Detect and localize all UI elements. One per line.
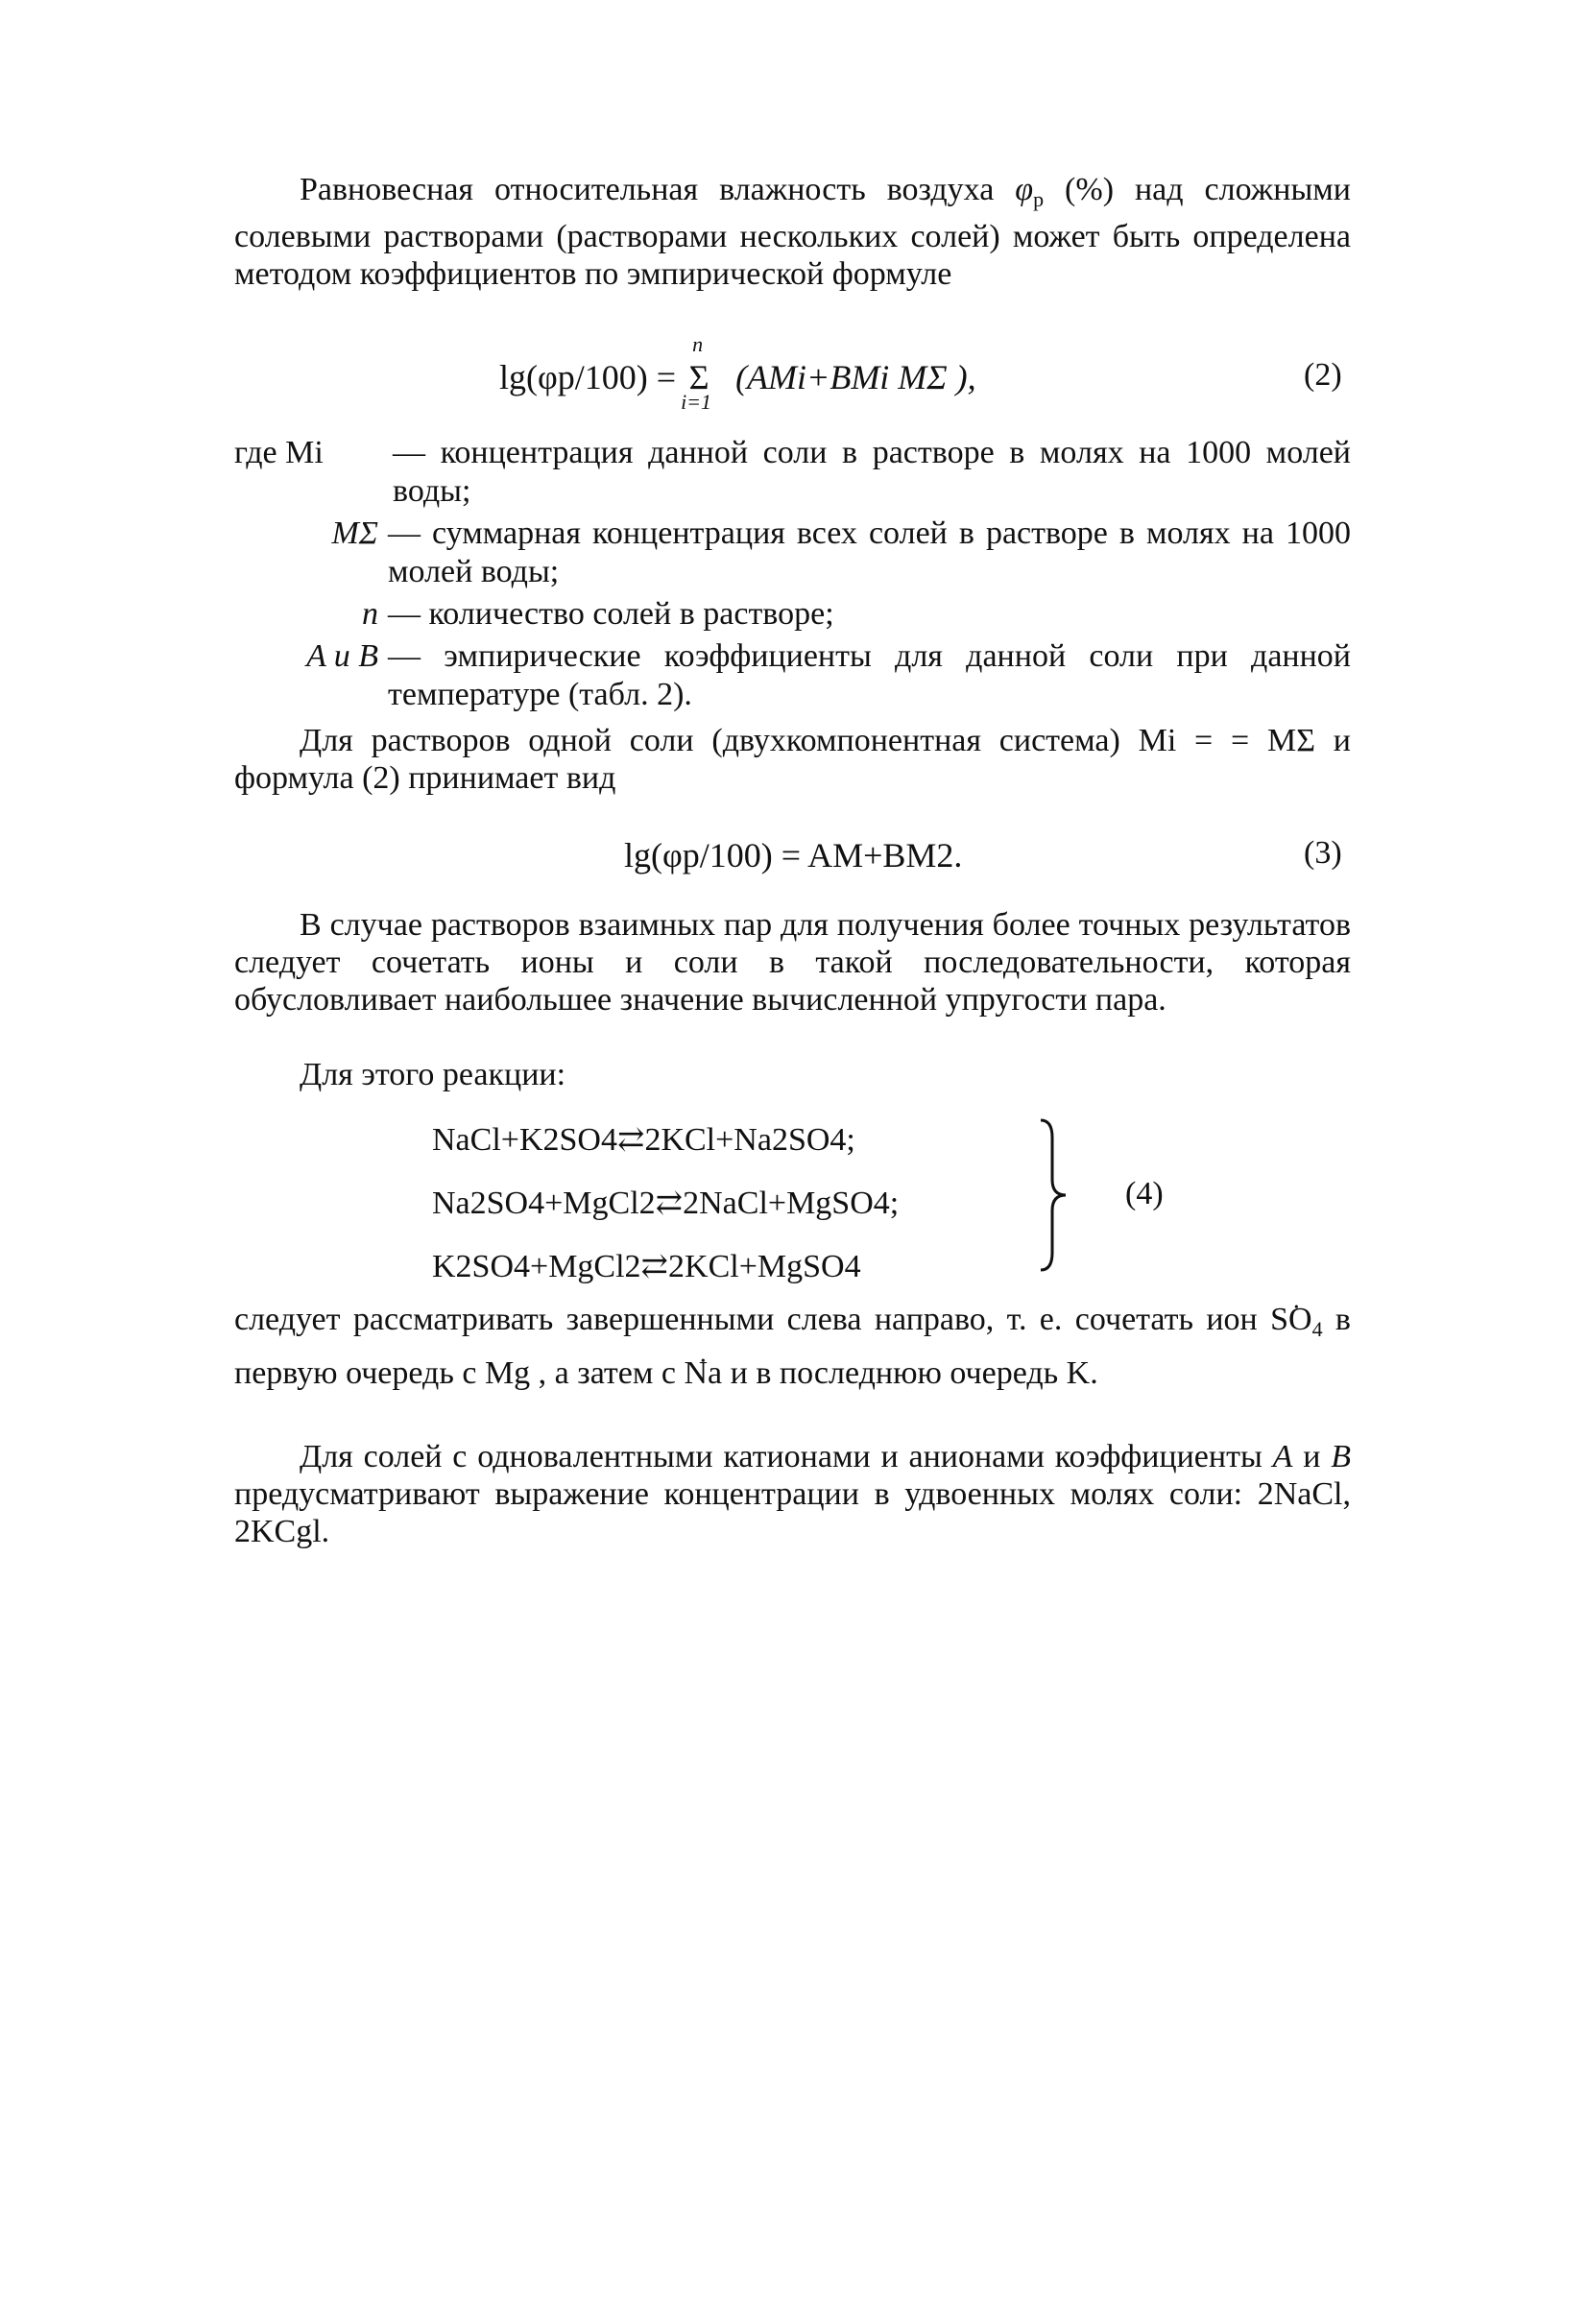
- definition-mi: [234, 434, 1351, 511]
- potassium-ion: K.: [1066, 1355, 1098, 1391]
- definition-n: [234, 595, 1351, 634]
- definition-msum: [234, 515, 1351, 591]
- p6-and: и: [1292, 1439, 1332, 1474]
- reactions-number: (4): [1125, 1176, 1164, 1211]
- paragraph-1: [234, 171, 1351, 293]
- magnesium-ion: Mg: [484, 1355, 531, 1391]
- definition-body: — эмпирические коэффициенты для данной соли при данной температуре (табл. 2).: [388, 638, 1351, 712]
- paragraph-3-text: В случае растворов взаимных пар для получения более точных результатов следует сочетать ионы и соли в такой последовательности, которая обусловливает наибольшее значение вычисленной упругости пара.: [234, 907, 1351, 1018]
- sum-lower-limit: i=1: [681, 390, 712, 414]
- phi-symbol: φ: [1015, 172, 1034, 207]
- definition-term: MΣ: [331, 515, 378, 551]
- paragraph-2: [234, 722, 1351, 797]
- paragraph-5: [234, 1298, 1351, 1396]
- paragraph-4: [234, 1056, 1351, 1093]
- reaction-1: NaCl+K2SO4⇄2KCl+Na2SO4;: [432, 1122, 855, 1158]
- sum-symbol: Σ: [688, 358, 709, 396]
- right-brace-icon: [1037, 1118, 1075, 1272]
- formula-2: [499, 332, 976, 414]
- definition-ab: [234, 637, 1351, 714]
- definitions-list: [234, 434, 1351, 716]
- definition-term: n: [362, 596, 378, 632]
- formula-3-number: (3): [1304, 835, 1342, 871]
- sodium-ion: Na •: [684, 1355, 722, 1391]
- paragraph-3: [234, 906, 1351, 1018]
- paragraph-6: [234, 1438, 1351, 1550]
- definition-term: где Mi: [234, 435, 324, 470]
- definition-body: — суммарная концентрация всех солей в растворе в молях на 1000 молей воды;: [388, 515, 1351, 589]
- formula-3: lg(φр/100) = AM+BM2.: [624, 836, 963, 874]
- sulfate-ion: [1270, 1302, 1323, 1341]
- p1-part1: Равновесная относительная влажность воздуха: [300, 172, 1016, 207]
- reaction-2: Na2SO4+MgCl2⇄2NaCl+MgSO4;: [432, 1186, 900, 1221]
- formula-2-number: (2): [1304, 357, 1342, 393]
- phi-subscript: р: [1033, 187, 1045, 211]
- formula-2-lhs: lg(φр/100) =: [499, 358, 677, 396]
- p5-part4: и в последнюю очередь: [722, 1355, 1067, 1391]
- formula-2-rhs: (AMi+BMi MΣ ),: [735, 358, 976, 396]
- sulfate-ion-subscript: 4: [1311, 1317, 1323, 1341]
- reactions-block: [432, 1109, 899, 1299]
- sum-operator: [681, 332, 713, 414]
- p5-part3: , а затем с: [530, 1355, 685, 1391]
- sulfate-ion-text: SO: [1270, 1302, 1312, 1337]
- paragraph-4-text: Для этого реакции:: [300, 1057, 566, 1092]
- p5-part2: в первую очередь с: [234, 1302, 1351, 1391]
- sum-upper-limit: n: [692, 332, 704, 356]
- definition-body: — количество солей в растворе;: [388, 596, 834, 632]
- p5-part1: следует рассматривать завершенными слева направо, т. е. сочетать ион: [234, 1302, 1271, 1337]
- reaction-3: K2SO4+MgCl2⇄2KCl+MgSO4: [432, 1249, 861, 1284]
- coefficient-b: B: [1331, 1439, 1351, 1474]
- definition-term: A и B: [306, 638, 378, 674]
- p6-part1: Для солей с одновалентными катионами и анионами коэффициенты: [300, 1439, 1273, 1474]
- definition-body: — концентрация данной соли в растворе в молях на 1000 молей воды;: [393, 435, 1351, 509]
- coefficient-a: A: [1272, 1439, 1293, 1474]
- p6-part2: предусматривают выражение концентрации в удвоенных молях соли: 2NaCl, 2KCgl.: [234, 1476, 1351, 1549]
- paragraph-2-text: Для растворов одной соли (двухкомпонентная система) Mi = = MΣ и формула (2) принимает вид: [234, 723, 1351, 796]
- p1-part2: (%) над сложными солевыми растворами (растворами нескольких солей) может быть определена методом коэффициентов по эмпирической формуле: [234, 172, 1351, 292]
